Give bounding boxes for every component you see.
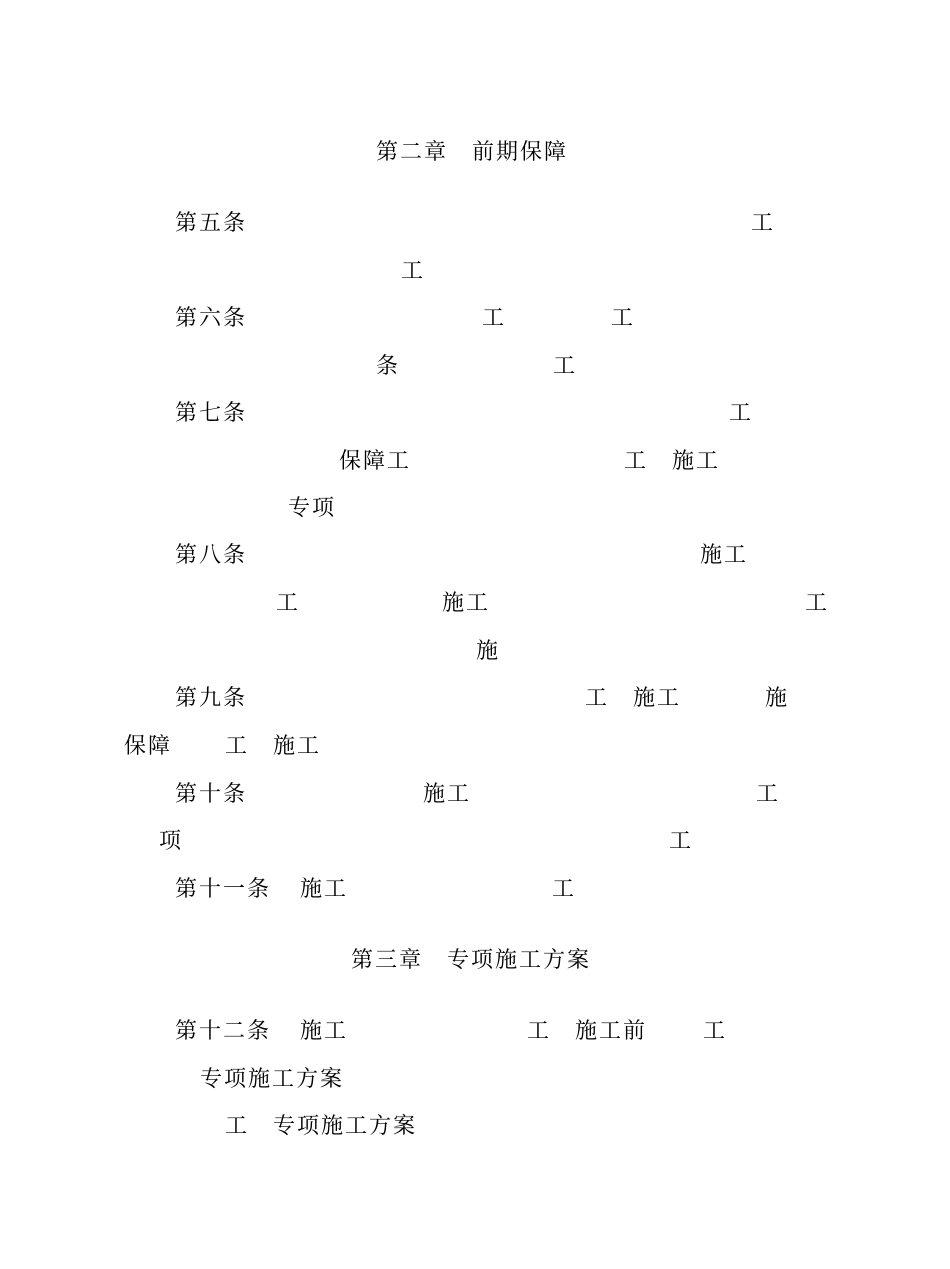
text-fragment: 工 [756, 782, 781, 807]
chapter-heading: 第二章 前期保障 [376, 140, 569, 165]
text-fragment: 工 [703, 1019, 728, 1044]
text-fragment: 施工 [300, 1019, 349, 1044]
text-fragment: 工 专项施工方案 [225, 1114, 418, 1139]
text-fragment: 工 [552, 877, 577, 902]
text-fragment: 施 [476, 639, 501, 664]
text-fragment: 项 [159, 829, 184, 854]
text-fragment: 工 [401, 259, 426, 284]
article-label: 第五条 [175, 211, 248, 236]
text-fragment: 工 [805, 591, 830, 616]
article-label: 第十二条 [175, 1019, 272, 1044]
chapter-heading: 第三章 专项施工方案 [351, 948, 592, 973]
text-fragment: 工 [553, 354, 578, 379]
text-fragment: 工 [611, 306, 636, 331]
article-label: 第九条 [175, 686, 248, 711]
text-fragment: 施工 [442, 591, 491, 616]
text-fragment: 工 施工 [225, 734, 322, 759]
text-fragment: 工 [729, 401, 754, 426]
article-label: 第十条 [175, 782, 248, 807]
article-label: 第六条 [175, 306, 248, 331]
text-fragment: 工 [276, 591, 301, 616]
text-fragment: 施工 [700, 543, 749, 568]
article-label: 第七条 [175, 401, 248, 426]
article-label: 第十一条 [175, 877, 272, 902]
text-fragment: 工 [669, 829, 694, 854]
text-fragment: 保障工 [339, 449, 412, 474]
text-fragment: 专项施工方案 [200, 1067, 345, 1092]
text-fragment: 条 [376, 354, 401, 379]
text-fragment: 工 施工 [624, 449, 721, 474]
text-fragment: 保障 [124, 734, 173, 759]
text-fragment: 施工 [300, 877, 349, 902]
text-fragment: 工 施工 [585, 686, 682, 711]
text-fragment: 工 [751, 211, 776, 236]
text-fragment: 施 [765, 686, 790, 711]
text-fragment: 工 施工前 [527, 1019, 648, 1044]
article-label: 第八条 [175, 543, 248, 568]
text-fragment: 施工 [423, 782, 472, 807]
text-fragment: 专项 [288, 496, 337, 521]
text-fragment: 工 [482, 306, 507, 331]
